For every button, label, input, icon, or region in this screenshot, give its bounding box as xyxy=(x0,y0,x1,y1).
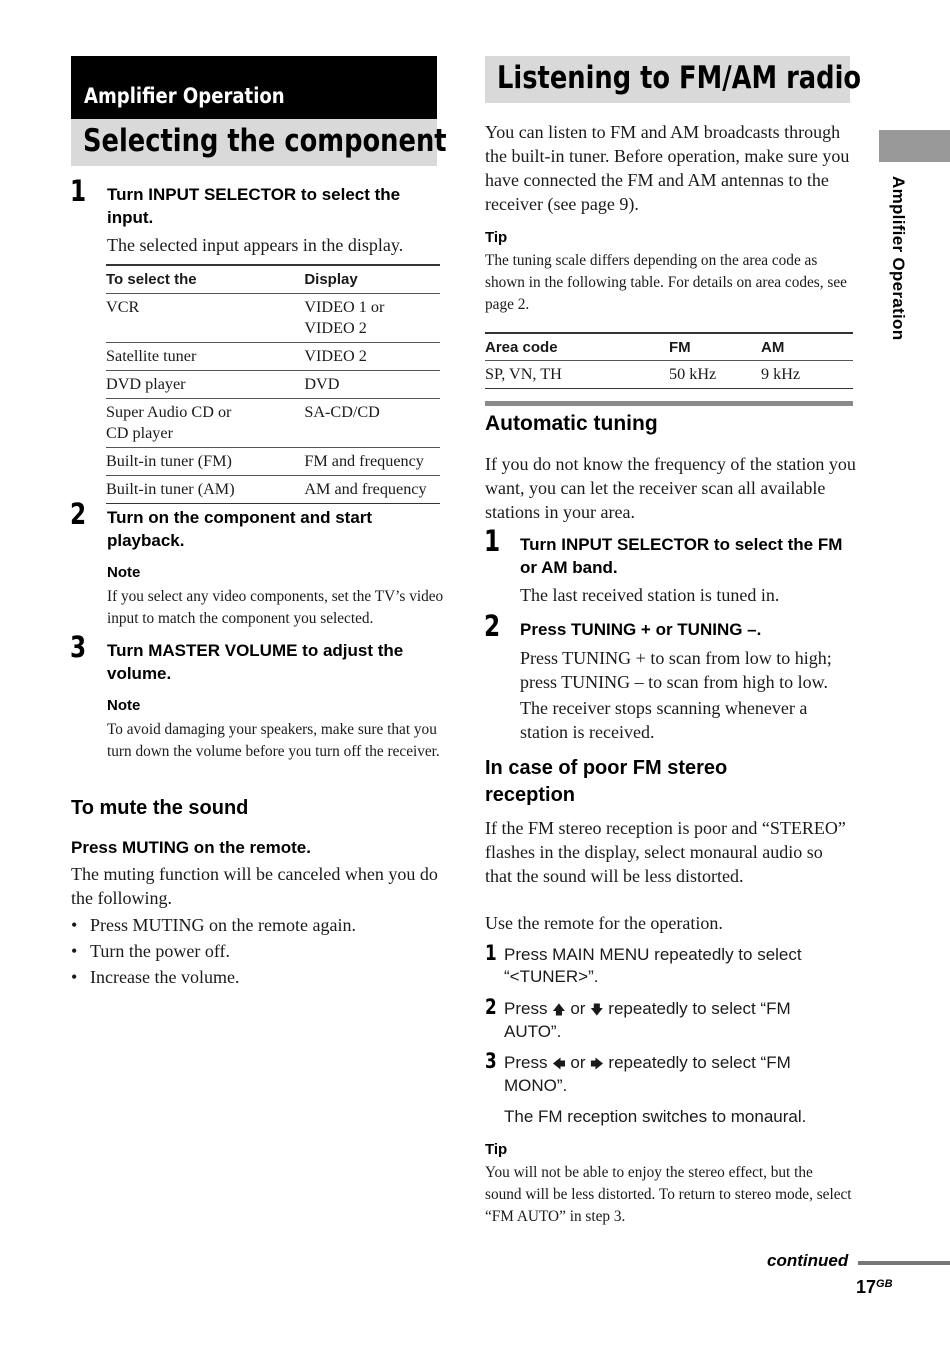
table-cell: Built-in tuner (FM) xyxy=(106,448,304,476)
paragraph: You can listen to FM and AM broadcasts through the built-in tuner. Before operation, make sure you have connected the FM and AM antennas to the receiver (see page 9). xyxy=(485,122,850,214)
table-cell: SA-CD/CD xyxy=(304,399,440,448)
table-row xyxy=(106,476,440,504)
title-bar xyxy=(71,119,447,166)
table-row xyxy=(106,343,440,371)
table-cell: DVD player xyxy=(106,371,304,399)
list-item: • Press MUTING on the remote again. xyxy=(71,912,356,938)
section-heading: To mute the sound xyxy=(71,797,249,819)
tip-label: Tip xyxy=(485,1141,508,1158)
step-text: The last received station is tuned in. xyxy=(520,585,780,605)
chevron-right-icon: > xyxy=(578,967,589,986)
table-header: Display xyxy=(304,265,440,294)
step-heading: Turn MASTER VOLUME to adjust the volume. xyxy=(107,641,404,683)
tip-text: You will not be able to enjoy the stereo effect, but the sound will be less distorted. To return to stereo mode, select “FM AUTO” in step 3. xyxy=(485,1164,852,1225)
continued-label: continued xyxy=(767,1251,849,1270)
step-text: Press 🡄 or 🡆 repeatedly to select “FM MONO”. xyxy=(504,1053,791,1095)
area-code-table xyxy=(485,332,853,389)
table-cell: VIDEO 1 or VIDEO 2 xyxy=(304,298,385,337)
table-cell: Built-in tuner (AM) xyxy=(106,476,304,504)
step-heading: Turn on the component and start playback. xyxy=(107,508,373,550)
arrow-up-icon: 🡅 xyxy=(552,1002,566,1017)
paragraph: If the FM stereo reception is poor and “STEREO” flashes in the display, select monaural audio so that the sound will be less distorted. xyxy=(485,818,846,886)
step-number: 1 xyxy=(484,524,501,558)
chapter-side-label: Amplifier Operation xyxy=(889,176,908,341)
step-text: The receiver stops scanning whenever a station is received. xyxy=(520,698,808,742)
step-number: 2 xyxy=(484,609,501,643)
table-cell: VIDEO 2 xyxy=(304,343,440,371)
table-header: To select the xyxy=(106,265,304,294)
table-cell: 9 kHz xyxy=(761,361,853,389)
step-number: 2 xyxy=(485,995,497,1019)
paragraph: Use the remote for the operation. xyxy=(485,913,723,933)
section-heading: Automatic tuning xyxy=(485,412,658,435)
section-label-bar xyxy=(71,56,437,119)
table-cell: VCR xyxy=(106,294,304,343)
note-label: Note xyxy=(107,564,141,581)
table-cell: Satellite tuner xyxy=(106,343,304,371)
page-number: $17^{GB}$ xyxy=(856,1277,893,1297)
table-row xyxy=(106,294,440,343)
instruction: Press MUTING on the remote. xyxy=(71,838,311,857)
list-item: • Increase the volume. xyxy=(71,964,356,990)
continued-rule xyxy=(858,1261,950,1265)
step-heading: Turn INPUT SELECTOR to select the FM or AM band. xyxy=(520,535,843,577)
step-number: 3 xyxy=(70,630,87,664)
note-text: To avoid damaging your speakers, make sure that you turn down the volume before you turn off the receiver. xyxy=(107,721,440,760)
step-text: The selected input appears in the display. xyxy=(107,235,404,255)
table-cell: SP, VN, TH xyxy=(485,361,669,389)
bullet-list xyxy=(71,912,356,990)
chapter-tab xyxy=(879,130,950,162)
step-number: 3 xyxy=(485,1049,497,1073)
step-heading: Turn INPUT SELECTOR to select the input. xyxy=(107,185,401,227)
title-bar xyxy=(485,56,862,103)
table-cell: AM and frequency xyxy=(304,476,440,504)
table-header: FM xyxy=(669,333,761,361)
table-cell: Super Audio CD or CD player xyxy=(106,403,232,442)
table-row xyxy=(485,361,853,389)
table-cell: DVD xyxy=(304,371,440,399)
selector-table xyxy=(106,264,440,504)
table-row xyxy=(106,448,440,476)
section-divider xyxy=(485,401,853,406)
table-header: AM xyxy=(761,333,853,361)
table-row xyxy=(106,399,440,448)
step-text: Press 🡅 or 🡇 repeatedly to select “FM AUTO”. xyxy=(504,999,791,1041)
note-label: Note xyxy=(107,697,141,714)
step-heading: Press TUNING + or TUNING –. xyxy=(520,620,762,639)
chevron-left-icon: < xyxy=(509,967,520,986)
step-number: 1 xyxy=(485,941,497,965)
section-heading: In case of poor FM stereo reception xyxy=(485,757,728,806)
table-cell: 50 kHz xyxy=(669,361,761,389)
arrow-down-icon: 🡇 xyxy=(590,1002,604,1017)
page-title: Listening to FM/AM radio xyxy=(497,60,862,96)
tip-label: Tip xyxy=(485,229,508,246)
arrow-right-icon: 🡆 xyxy=(590,1056,604,1071)
paragraph: The muting function will be canceled when you do the following. xyxy=(71,864,438,908)
tip-text: The tuning scale differs depending on the area code as shown in the following table. For details on area codes, see page 2. xyxy=(485,252,847,313)
step-number: 2 xyxy=(70,497,87,531)
note-text: If you select any video components, set the TV’s video input to match the component you selected. xyxy=(107,588,444,627)
step-result: The FM reception switches to monaural. xyxy=(504,1107,807,1126)
table-row xyxy=(106,371,440,399)
page-title: Selecting the component xyxy=(83,123,447,159)
table-header: Area code xyxy=(485,333,669,361)
arrow-left-icon: 🡄 xyxy=(552,1056,566,1071)
paragraph: If you do not know the frequency of the station you want, you can let the receiver scan all available stations in your area. xyxy=(485,454,856,522)
step-text: Press MAIN MENU repeatedly to select “<TUNER>”. xyxy=(504,945,802,986)
step-text: Press TUNING + to scan from low to high; press TUNING – to scan from high to low. xyxy=(520,648,832,692)
step-number: 1 xyxy=(70,174,87,208)
section-label: Amplifier Operation xyxy=(84,84,285,108)
list-item: • Turn the power off. xyxy=(71,938,356,964)
table-cell: FM and frequency xyxy=(304,448,440,476)
